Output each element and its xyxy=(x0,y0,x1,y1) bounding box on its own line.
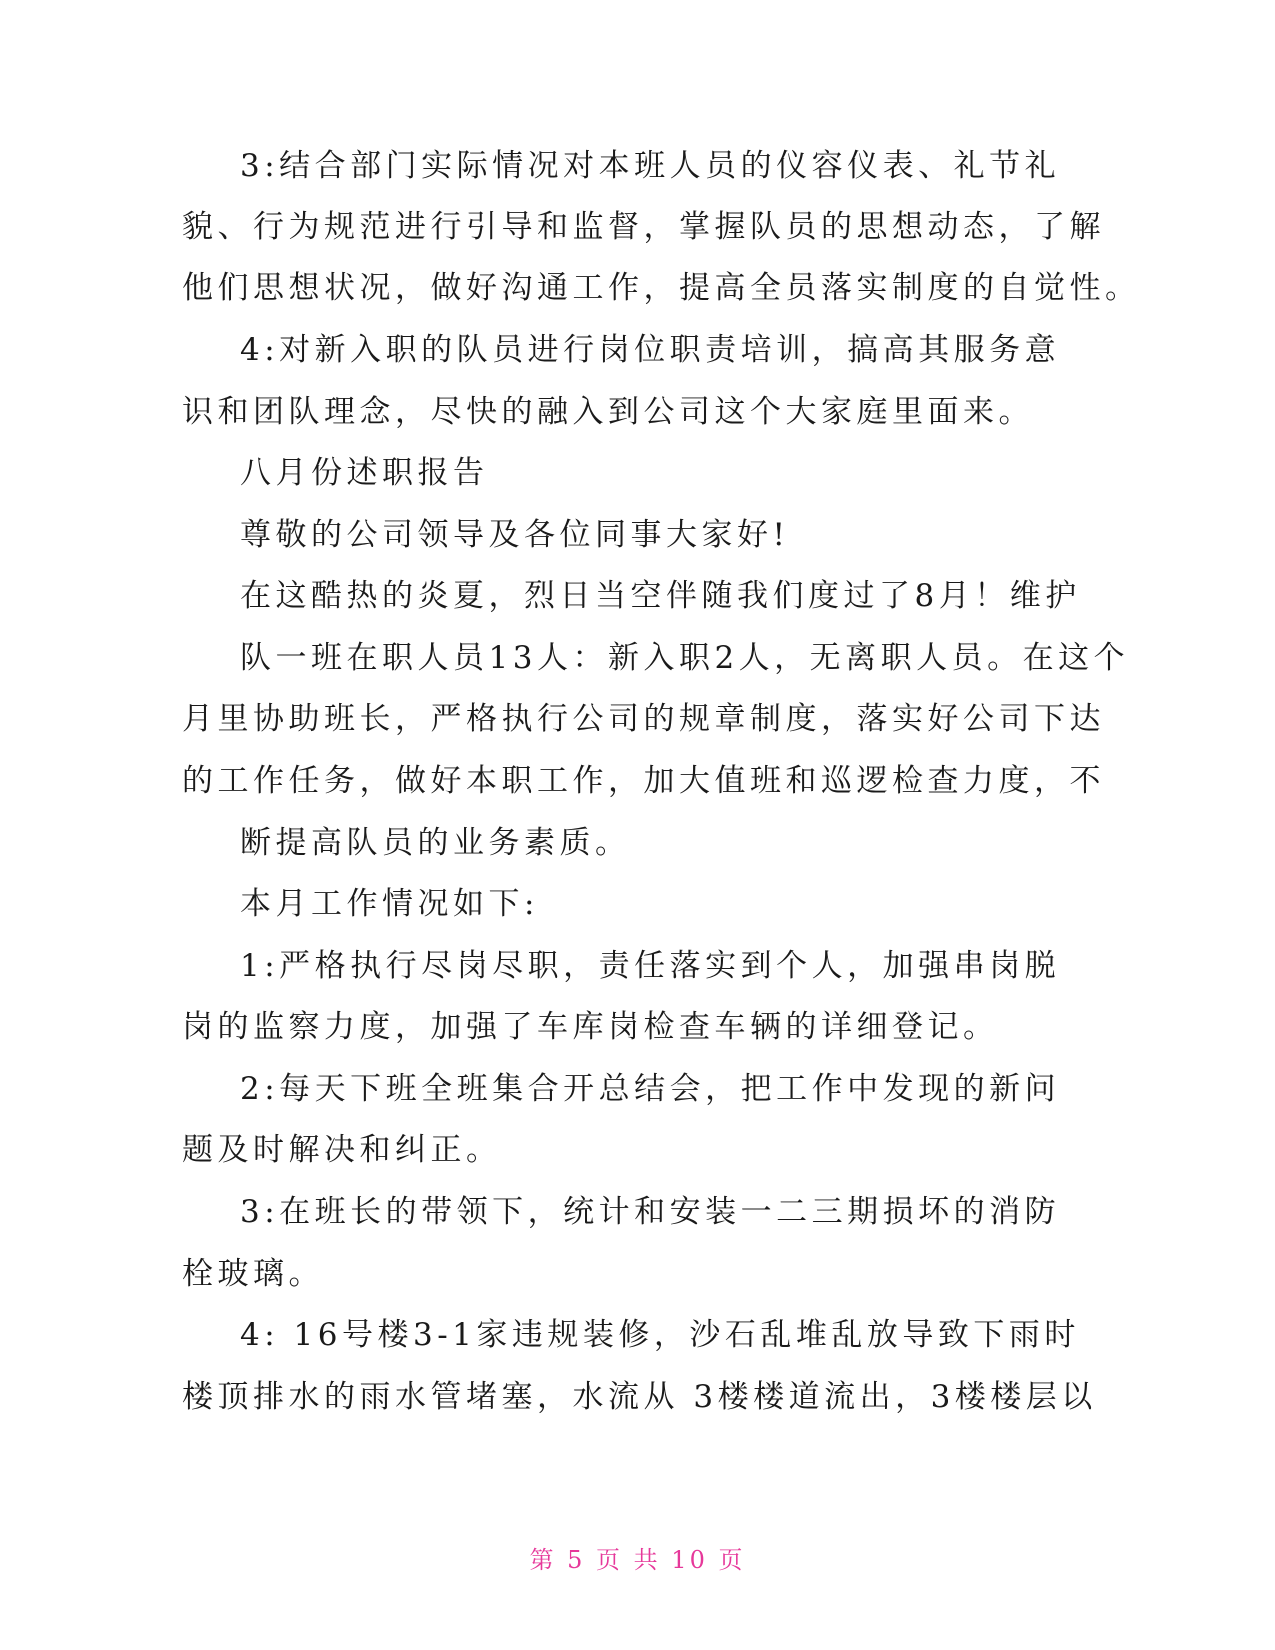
page-number-footer: 第 5 页 共 10 页 xyxy=(529,1546,746,1574)
text-line: 4: 16号楼3-1家违规装修，沙石乱堆乱放导致下雨时 xyxy=(240,1317,1080,1353)
text-line: 3:结合部门实际情况对本班人员的仪容仪表、礼节礼 xyxy=(240,148,1061,184)
text-line: 2:每天下班全班集合开总结会，把工作中发现的新问 xyxy=(240,1071,1061,1107)
text-line: 岗的监察力度，加强了车库岗检查车辆的详细登记。 xyxy=(182,1009,999,1045)
text-line: 在这酷热的炎夏，烈日当空伴随我们度过了8月！维护 xyxy=(240,578,1081,614)
text-line: 识和团队理念，尽快的融入到公司这个大家庭里面来。 xyxy=(182,394,1034,430)
text-line: 的工作任务，做好本职工作，加大值班和巡逻检查力度，不 xyxy=(182,763,1105,799)
text-line: 貌、行为规范进行引导和监督，掌握队员的思想动态，了解 xyxy=(182,209,1105,245)
text-line: 他们思想状况，做好沟通工作，提高全员落实制度的自觉性。 xyxy=(182,270,1141,306)
text-line: 3:在班长的带领下，统计和安装一二三期损坏的消防 xyxy=(240,1194,1061,1230)
text-line: 队一班在职人员13人：新入职2人，无离职人员。在这个 xyxy=(240,640,1130,676)
text-line: 尊敬的公司领导及各位同事大家好! xyxy=(240,517,790,553)
text-line: 1:严格执行尽岗尽职，责任落实到个人，加强串岗脱 xyxy=(240,948,1061,984)
section-heading: 八月份述职报告 xyxy=(240,455,489,491)
text-line: 断提高队员的业务素质。 xyxy=(240,825,631,861)
text-line: 本月工作情况如下: xyxy=(240,886,539,922)
text-line: 题及时解决和纠正。 xyxy=(182,1132,502,1168)
text-line: 楼顶排水的雨水管堵塞，水流从 3楼楼道流出，3楼楼层以 xyxy=(182,1379,1097,1415)
text-line: 4:对新入职的队员进行岗位职责培训，搞高其服务意 xyxy=(240,332,1061,368)
text-line: 栓玻璃。 xyxy=(182,1256,324,1292)
text-line: 月里协助班长，严格执行公司的规章制度，落实好公司下达 xyxy=(182,701,1105,737)
